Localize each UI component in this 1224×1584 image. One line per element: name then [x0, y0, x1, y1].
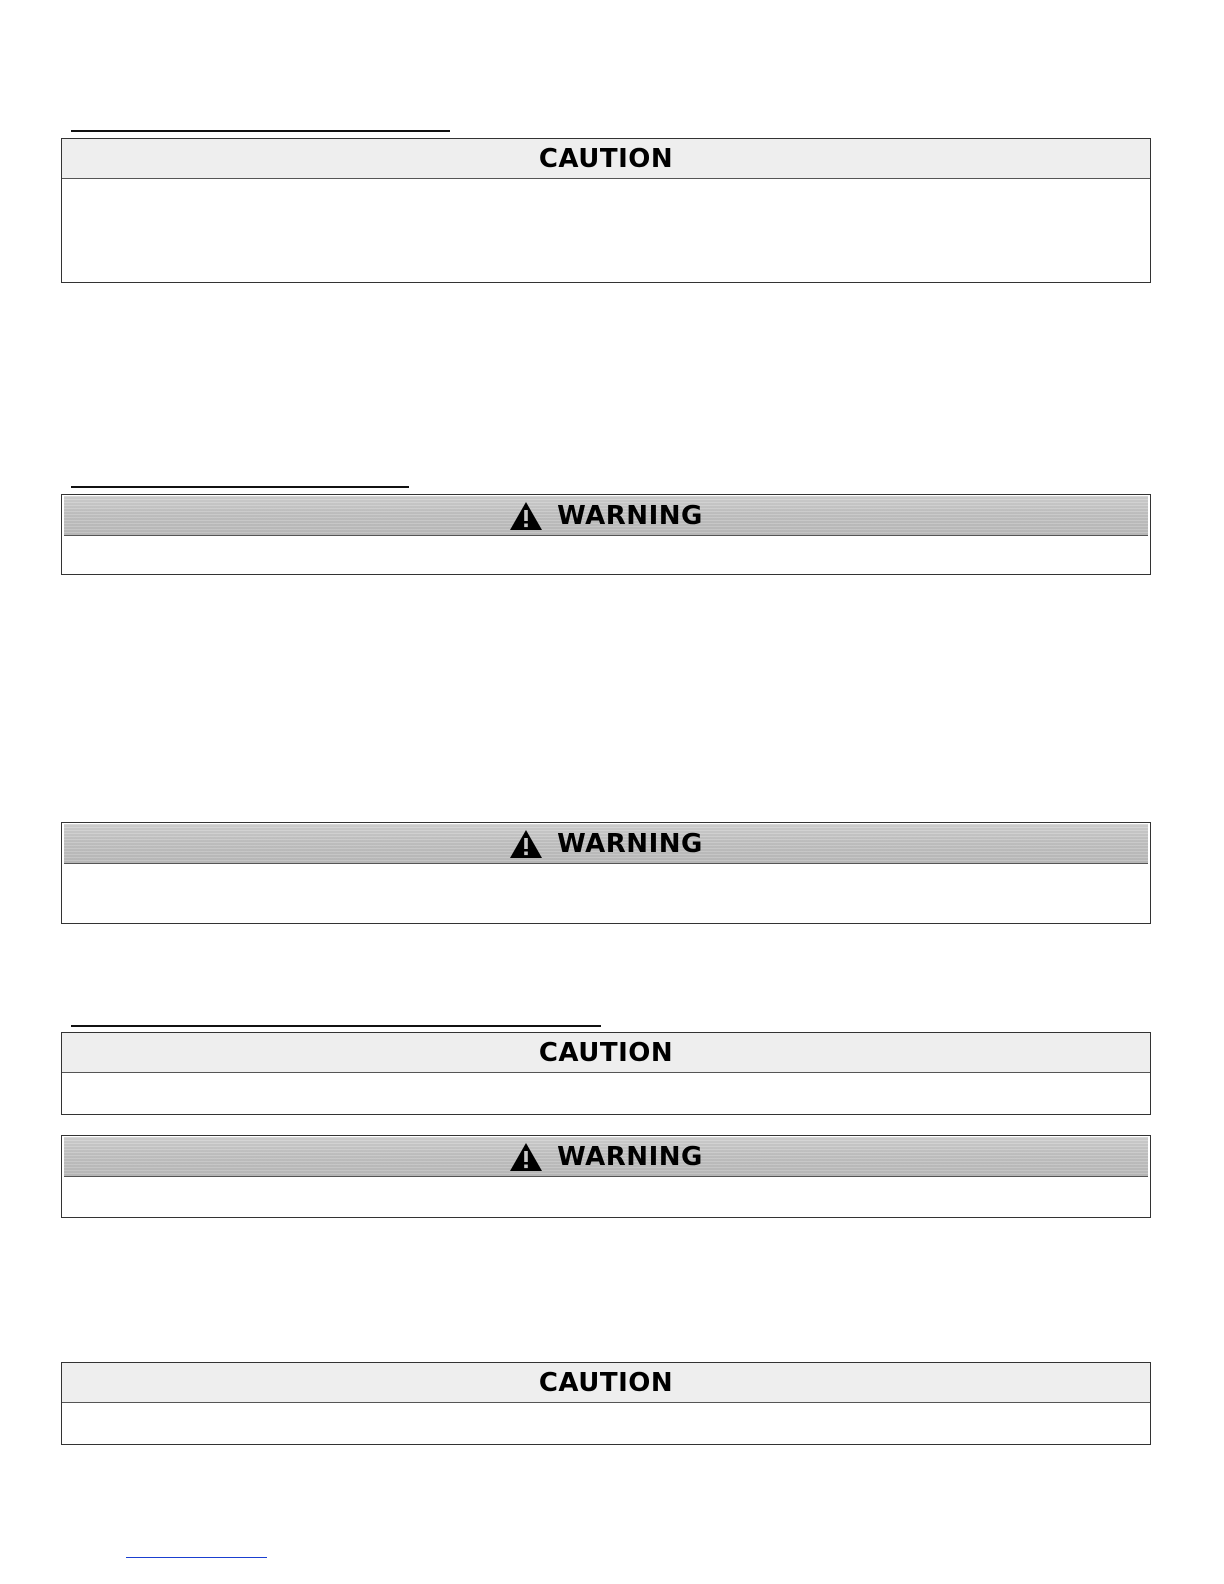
warning-title: WARNING	[557, 1141, 703, 1172]
section-heading-underline	[71, 1025, 601, 1027]
section-heading-underline	[71, 130, 450, 132]
warning-notice	[61, 1135, 1151, 1218]
warning-title: WARNING	[557, 828, 703, 859]
caution-title: CAUTION	[538, 1037, 674, 1068]
caution-notice	[61, 138, 1151, 283]
caution-header	[62, 1363, 1150, 1403]
footer-link-underline[interactable]	[126, 1557, 267, 1558]
warning-header	[64, 496, 1148, 536]
caution-title: CAUTION	[538, 1367, 674, 1398]
caution-notice	[61, 1032, 1151, 1115]
caution-header	[62, 139, 1150, 179]
caution-title: CAUTION	[538, 143, 674, 174]
warning-header	[64, 1137, 1148, 1177]
warning-triangle-icon	[509, 1142, 543, 1172]
warning-title: WARNING	[557, 500, 703, 531]
warning-notice	[61, 494, 1151, 575]
section-heading-underline	[71, 486, 409, 488]
caution-header	[62, 1033, 1150, 1073]
warning-notice	[61, 822, 1151, 924]
warning-triangle-icon	[509, 501, 543, 531]
warning-triangle-icon	[509, 829, 543, 859]
caution-notice	[61, 1362, 1151, 1445]
warning-header	[64, 824, 1148, 864]
